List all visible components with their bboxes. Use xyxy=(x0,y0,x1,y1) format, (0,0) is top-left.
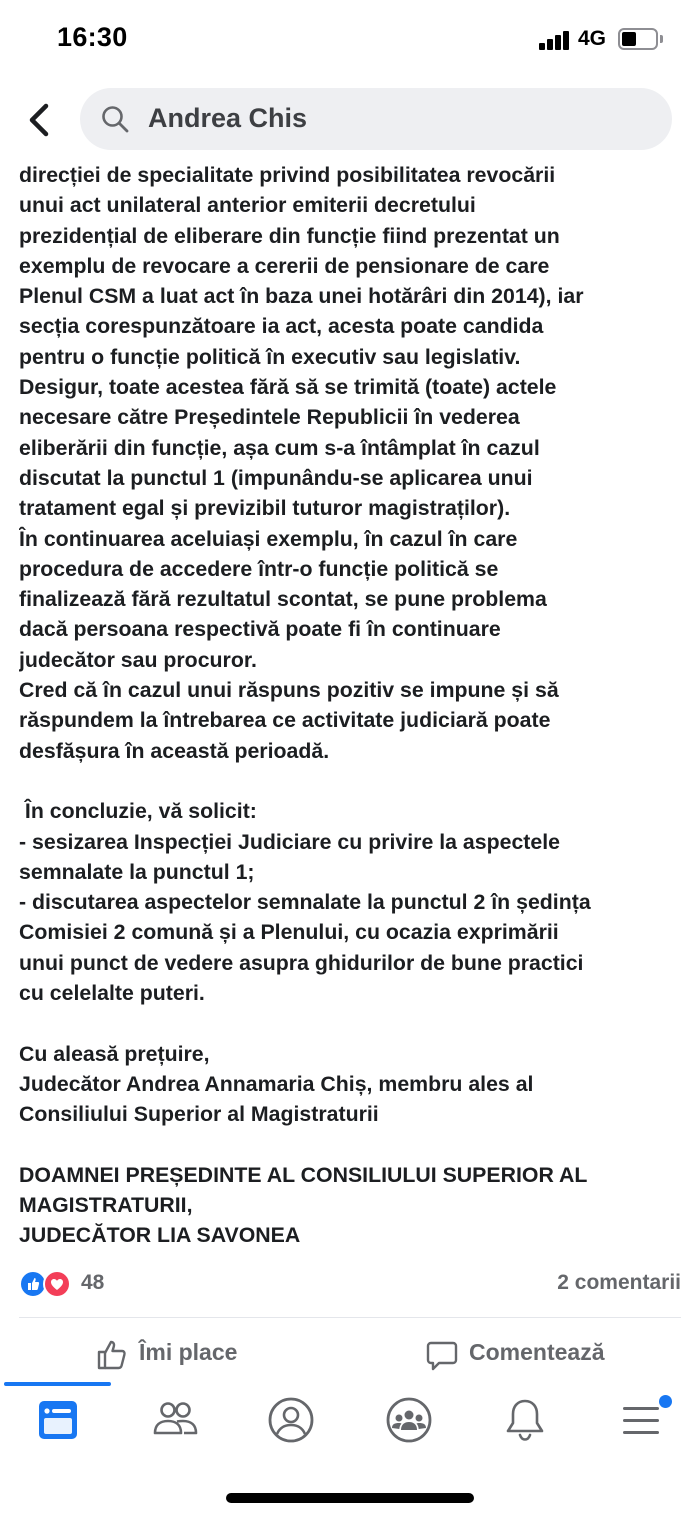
love-reaction-icon xyxy=(43,1270,71,1298)
feed-icon xyxy=(33,1395,83,1445)
post-line: pentru o funcție politică în executiv sau legislativ. xyxy=(19,344,521,369)
post-line: În continuarea aceluiași exemplu, în cazul în care xyxy=(19,526,518,551)
post-line: exemplu de revocare a cererii de pensionare de care xyxy=(19,253,550,278)
profile-icon xyxy=(266,1395,316,1445)
post-line: DOAMNEI PREȘEDINTE AL CONSILIULUI SUPERIOR AL xyxy=(19,1162,588,1187)
post-line: direcției de specialitate privind posibilitatea revocării xyxy=(19,163,556,187)
post-line: secția corespunzătoare ia act, acesta poate candida xyxy=(19,314,544,339)
post-line: dacă persoana respectivă poate fi în continuare xyxy=(19,617,501,642)
chevron-left-icon xyxy=(22,98,58,142)
profile-tab[interactable] xyxy=(266,1395,316,1445)
groups-tab[interactable] xyxy=(384,1395,434,1445)
battery-icon xyxy=(618,28,658,50)
post-line: unui punct de vedere asupra ghidurilor de bune practici xyxy=(19,950,584,975)
status-time: 16:30 xyxy=(57,22,128,52)
post-line xyxy=(19,1008,689,1038)
post-line: Consiliului Superior al Magistraturii xyxy=(19,1102,379,1127)
like-label: Îmi place xyxy=(139,1339,238,1365)
bell-icon xyxy=(500,1395,550,1445)
post-line: Plenul CSM a luat act în baza unei hotărâri din 2014), iar xyxy=(19,284,584,309)
post-line: cu celelalte puteri. xyxy=(19,981,205,1006)
post-line: unui act unilateral anterior emiterii decretului xyxy=(19,193,476,218)
post-line: eliberării din funcție, așa cum s-a întâmplat în cazul xyxy=(19,435,540,460)
post-line: desfășura în această perioadă. xyxy=(19,738,330,763)
reaction-count: 48 xyxy=(81,1271,105,1294)
back-button[interactable] xyxy=(22,98,58,142)
post-line: judecător sau procuror. xyxy=(19,647,257,672)
post-line: Cred că în cazul unui răspuns pozitiv se impune și să xyxy=(19,678,559,703)
post-line: procedura de accedere într-o funcție politică se xyxy=(19,556,499,581)
post-line: semnalate la punctul 1; xyxy=(19,859,255,884)
comment-icon xyxy=(425,1338,459,1372)
search-input[interactable] xyxy=(80,88,672,150)
comment-label: Comentează xyxy=(469,1339,605,1365)
groups-icon xyxy=(384,1395,434,1445)
home-indicator xyxy=(226,1493,474,1503)
post-line: tratament egal și previzibil tuturor magistraților). xyxy=(19,496,511,521)
friends-tab[interactable] xyxy=(150,1395,200,1445)
post-line: JUDECĂTOR LIA SAVONEA xyxy=(19,1223,301,1248)
search-query: Andrea Chis xyxy=(148,103,308,133)
battery-cap xyxy=(660,35,663,43)
search-header xyxy=(0,80,700,160)
notification-dot xyxy=(659,1395,672,1408)
post-line: Desigur, toate acestea fără să se trimită (toate) actele xyxy=(19,375,557,400)
comment-count[interactable]: 2 comentarii xyxy=(557,1271,681,1294)
reactions-row[interactable] xyxy=(19,1270,681,1302)
post-line: finalizează fără rezultatul scontat, se pune problema xyxy=(19,587,547,612)
post-line: Cu aleasă prețuire, xyxy=(19,1041,210,1066)
network-label: 4G xyxy=(578,27,607,50)
signal-icon xyxy=(539,30,573,50)
post-line: necesare către Președintele Republicii în vederea xyxy=(19,405,520,430)
feed-tab[interactable] xyxy=(33,1395,83,1445)
post-line: MAGISTRATURII, xyxy=(19,1193,193,1218)
post-line: Comisiei 2 comună și a Plenului, cu ocazia exprimării xyxy=(19,920,559,945)
notifications-tab[interactable] xyxy=(500,1395,550,1445)
post-line: Judecător Andrea Annamaria Chiș, membru ales al xyxy=(19,1071,534,1096)
post-line: răspundem la întrebarea ce activitate judiciară poate xyxy=(19,708,551,733)
post-line xyxy=(19,1130,689,1160)
status-bar xyxy=(0,0,700,80)
post-line: - sesizarea Inspecției Judiciare cu privire la aspectele xyxy=(19,829,560,854)
menu-tab[interactable] xyxy=(618,1395,668,1445)
post-line: În concluzie, vă solicit: xyxy=(19,799,257,824)
post-line: prezidențial de eliberare din funcție fiind prezentat un xyxy=(19,223,560,248)
post-body xyxy=(19,160,689,1255)
search-icon xyxy=(100,104,130,134)
divider xyxy=(19,1317,681,1318)
post-line: discutat la punctul 1 (impunându-se aplicarea unui xyxy=(19,465,533,490)
post-line: - discutarea aspectelor semnalate la punctul 2 în ședința xyxy=(19,890,591,915)
active-tab-indicator xyxy=(4,1382,111,1386)
friends-icon xyxy=(150,1395,200,1445)
post-line xyxy=(19,766,689,796)
thumbs-up-icon xyxy=(95,1338,129,1372)
